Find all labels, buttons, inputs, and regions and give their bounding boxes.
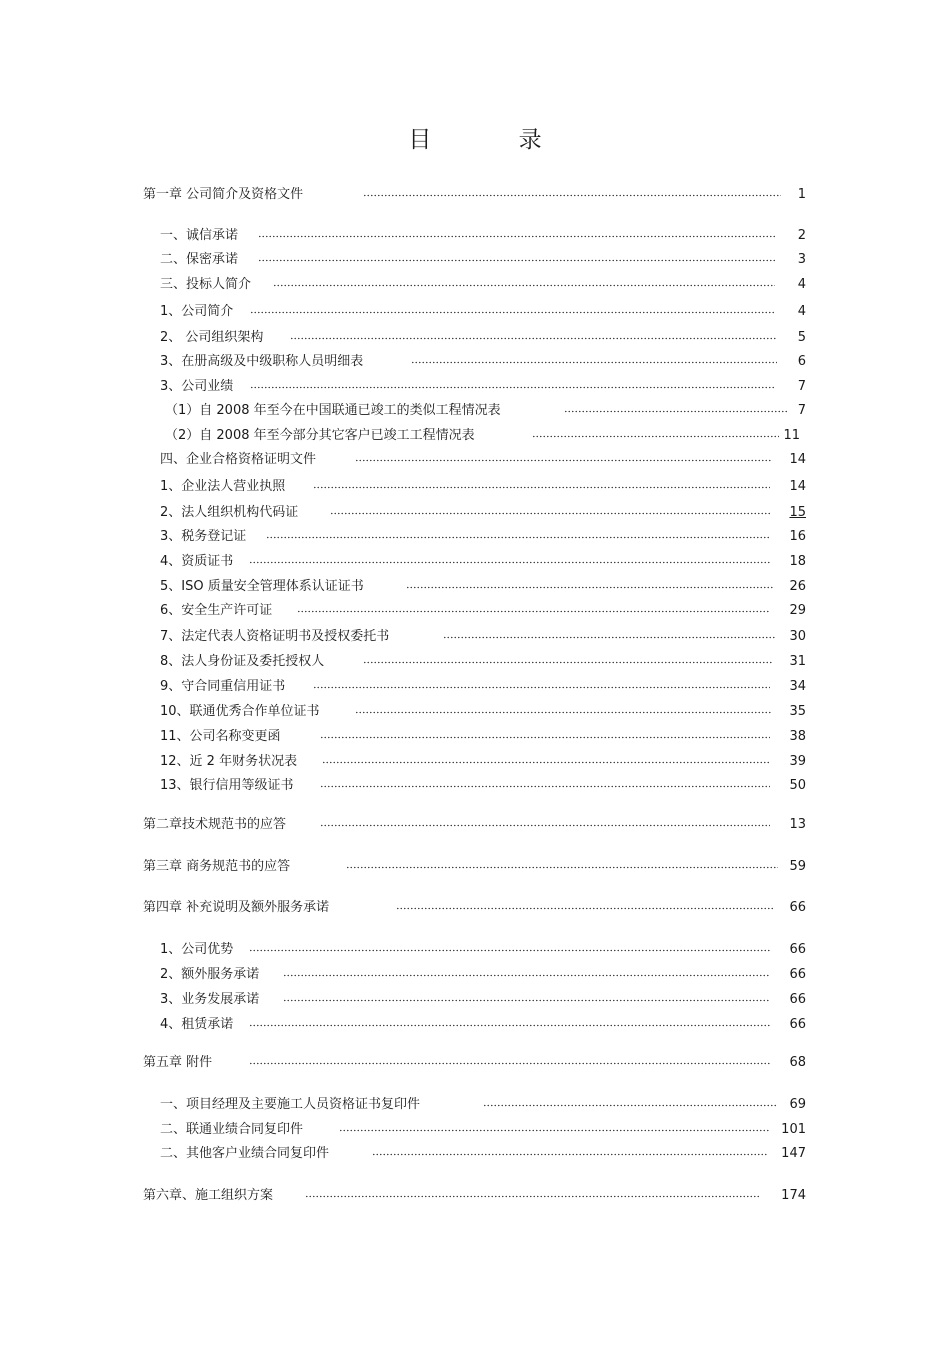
toc-page-number: 39 [789,754,806,769]
toc-page-number: 14 [789,479,806,494]
toc-entry[interactable] [160,727,806,747]
toc-entry-label: 3、公司业绩 [160,379,234,394]
toc-title: 目 录 [408,127,582,153]
toc-dot-leader [346,866,778,869]
toc-dot-leader [396,907,774,910]
toc-entry[interactable] [160,1015,806,1035]
toc-dot-leader [283,999,770,1002]
toc-entry[interactable] [160,702,806,722]
toc-page-number: 2 [797,228,806,243]
toc-dot-leader [313,486,770,489]
toc-entry-label: 2、额外服务承诺 [160,967,260,982]
toc-dot-leader [322,761,770,764]
toc-entry-label: 二、保密承诺 [160,252,239,267]
toc-entry-label: 3、税务登记证 [160,529,247,544]
toc-dot-leader [339,1129,770,1132]
toc-entry-label: 第一章 公司简介及资格文件 [143,187,304,202]
toc-page-number: 29 [789,603,806,618]
toc-entry-label: 三、投标人简介 [160,277,252,292]
toc-entry[interactable] [143,815,806,835]
toc-entry-label: 4、资质证书 [160,554,234,569]
toc-entry-label: 第五章 附件 [143,1055,213,1070]
toc-dot-leader [250,311,775,314]
toc-dot-leader [320,785,770,788]
toc-entry-label: 第四章 补充说明及额外服务承诺 [143,900,330,915]
toc-page-number: 35 [789,704,806,719]
toc-page-number: 13 [789,817,806,832]
toc-page-number: 15 [789,505,806,520]
toc-entry-label: 13、银行信用等级证书 [160,778,294,793]
toc-entry-label: 2、法人组织机构代码证 [160,505,299,520]
toc-entry-label: 6、安全生产许可证 [160,603,273,618]
toc-page-number: 16 [789,529,806,544]
toc-page-number: 31 [789,654,806,669]
toc-entry[interactable] [160,1120,806,1140]
toc-page-number: 59 [789,859,806,874]
toc-entry[interactable] [160,275,806,295]
toc-entry-label: 2、 公司组织架构 [160,330,264,345]
toc-entry[interactable] [143,1053,806,1073]
toc-entry-label: 第二章技术规范书的应答 [143,817,287,832]
toc-dot-leader [283,974,770,977]
toc-page-number: 11 [783,428,800,443]
toc-entry-label: 四、企业合格资格证明文件 [160,452,317,467]
toc-entry-label: 1、公司简介 [160,304,234,319]
toc-dot-leader [330,512,770,515]
toc-dot-leader [363,661,773,664]
toc-dot-leader [372,1153,768,1156]
toc-dot-leader [320,736,770,739]
toc-page-number: 7 [797,403,806,418]
toc-page-number: 147 [781,1146,806,1161]
toc-dot-leader [297,610,769,613]
toc-page-number: 26 [789,579,806,594]
toc-entry[interactable] [160,250,806,270]
toc-dot-leader [250,386,775,389]
toc-page-number: 34 [789,679,806,694]
toc-entry[interactable] [160,352,806,372]
toc-page-number: 30 [789,629,806,644]
toc-entry-label: 1、企业法人营业执照 [160,479,286,494]
toc-page-number: 66 [789,967,806,982]
toc-entry-label: 12、近 2 年财务状况表 [160,754,298,769]
toc-entry[interactable] [160,940,806,960]
toc-dot-leader [273,284,775,287]
toc-dot-leader [258,235,775,238]
toc-page-number: 68 [789,1055,806,1070]
toc-page-number: 66 [789,900,806,915]
toc-entry-label: 7、法定代表人资格证明书及授权委托书 [160,629,390,644]
toc-entry[interactable] [160,328,806,348]
toc-page-number: 69 [789,1097,806,1112]
toc-entry-label: 第三章 商务规范书的应答 [143,859,291,874]
toc-entry-label: 第六章、施工组织方案 [143,1188,274,1203]
toc-dot-leader [249,1062,770,1065]
toc-dot-leader [363,194,781,197]
toc-entry-label: 10、联通优秀合作单位证书 [160,704,320,719]
toc-page-number: 66 [789,992,806,1007]
toc-entry-label: 二、其他客户业绩合同复印件 [160,1146,330,1161]
toc-page-number: 174 [781,1188,806,1203]
toc-entry[interactable] [160,965,806,985]
toc-page-number: 5 [797,330,806,345]
toc-entry[interactable] [160,503,806,523]
toc-entry[interactable] [160,752,806,772]
toc-page-number: 66 [789,1017,806,1032]
toc-page-number: 7 [797,379,806,394]
toc-page-number: 3 [797,252,806,267]
toc-dot-leader [258,259,775,262]
toc-entry-label: 5、ISO 质量安全管理体系认证证书 [160,579,364,594]
toc-entry-label: 4、租赁承诺 [160,1017,234,1032]
toc-entry[interactable] [160,527,806,547]
toc-entry[interactable] [160,552,806,572]
toc-entry[interactable] [160,1095,806,1115]
toc-entry-label: 8、法人身份证及委托授权人 [160,654,325,669]
toc-dot-leader [532,435,779,438]
toc-entry-label: 3、在册高级及中级职称人员明细表 [160,354,364,369]
toc-entry[interactable] [160,302,806,322]
toc-dot-leader [249,1024,770,1027]
toc-entry[interactable] [165,401,806,421]
toc-page-number: 6 [797,354,806,369]
toc-dot-leader [483,1104,776,1107]
toc-entry[interactable] [160,990,806,1010]
toc-page-number: 66 [789,942,806,957]
toc-page-number: 50 [789,778,806,793]
toc-page-number: 18 [789,554,806,569]
toc-entry[interactable] [160,1144,806,1164]
toc-dot-leader [249,561,770,564]
toc-dot-leader [305,1195,761,1198]
toc-page-number: 14 [789,452,806,467]
toc-page-number: 1 [797,187,806,202]
toc-page-number: 101 [781,1122,806,1137]
toc-entry[interactable] [160,677,806,697]
toc-page-number: 4 [797,304,806,319]
toc-entry-label: 二、联通业绩合同复印件 [160,1122,304,1137]
toc-dot-leader [355,711,771,714]
toc-dot-leader [443,636,776,639]
toc-entry[interactable] [165,426,800,446]
toc-dot-leader [266,536,770,539]
toc-dot-leader [320,824,770,827]
toc-entry[interactable] [160,226,806,246]
toc-entry[interactable] [160,776,806,796]
toc-entry[interactable] [160,477,806,497]
toc-entry[interactable] [143,1186,806,1206]
toc-entry[interactable] [143,898,806,918]
toc-dot-leader [411,361,777,364]
toc-entry[interactable] [160,601,806,621]
toc-entry-label: 一、诚信承诺 [160,228,239,243]
toc-dot-leader [406,586,773,589]
toc-entry[interactable] [143,857,806,877]
toc-entry[interactable] [160,577,806,597]
toc-dot-leader [249,949,770,952]
toc-dot-leader [355,459,772,462]
toc-page-number: 4 [797,277,806,292]
toc-entry-label: （1）自 2008 年至今在中国联通已竣工的类似工程情况表 [165,403,501,418]
toc-entry[interactable] [160,450,806,470]
toc-entry[interactable] [160,652,806,672]
toc-dot-leader [564,410,787,413]
toc-entry[interactable] [143,185,806,205]
toc-entry-label: 9、守合同重信用证书 [160,679,286,694]
toc-entry-label: 3、业务发展承诺 [160,992,260,1007]
toc-entry-label: 1、公司优势 [160,942,234,957]
toc-entry-label: 11、公司名称变更函 [160,729,281,744]
toc-dot-leader [290,337,776,340]
toc-entry-label: （2）自 2008 年至今部分其它客户已竣工工程情况表 [165,428,475,443]
toc-page-number: 38 [789,729,806,744]
toc-entry-label: 一、项目经理及主要施工人员资格证书复印件 [160,1097,421,1112]
toc-entry[interactable] [160,377,806,397]
toc-dot-leader [313,686,770,689]
toc-entry[interactable] [160,627,806,647]
